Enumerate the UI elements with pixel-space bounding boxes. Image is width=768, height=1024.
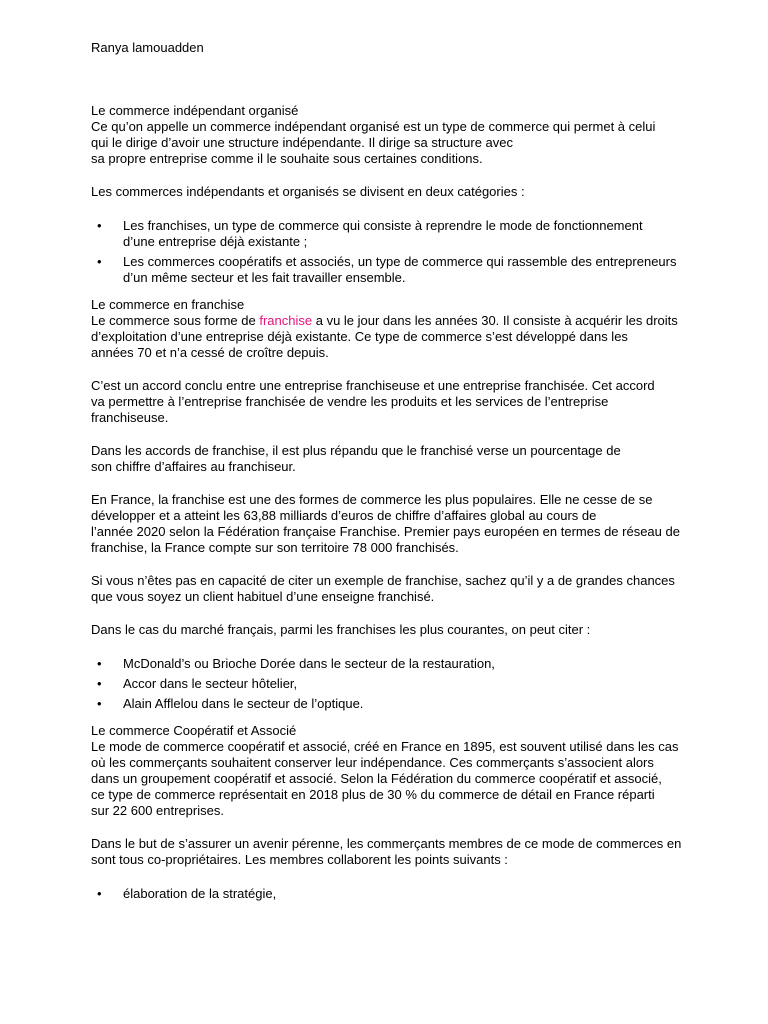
list-item bbox=[91, 886, 691, 902]
paragraph-line: l’année 2020 selon la Fédération française Franchise. Premier pays européen en termes de réseau de bbox=[91, 524, 680, 539]
paragraph-line: Le mode de commerce coopératif et associé, créé en France en 1895, est souvent utilisé dans les cas bbox=[91, 739, 679, 754]
paragraph-line: sa propre entreprise comme il le souhaite sous certaines conditions. bbox=[91, 151, 483, 166]
list-item-line: Les franchises, un type de commerce qui consiste à reprendre le mode de fonctionnement bbox=[123, 218, 643, 233]
text-fragment: Le commerce sous forme de bbox=[91, 313, 260, 328]
paragraph-line: En France, la franchise est une des formes de commerce les plus populaires. Elle ne cesse de se bbox=[91, 492, 653, 507]
list-item bbox=[91, 254, 691, 286]
paragraph-line bbox=[91, 313, 691, 329]
category-list bbox=[91, 218, 691, 286]
list-item-line: Alain Afflelou dans le secteur de l’optique. bbox=[123, 696, 364, 711]
list-item bbox=[91, 676, 691, 692]
franchise-examples-list bbox=[91, 656, 691, 712]
paragraph-line: C’est un accord conclu entre une entreprise franchiseuse et une entreprise franchisée. Cet accord bbox=[91, 378, 655, 393]
collaboration-points-list bbox=[91, 886, 691, 902]
bullet-icon: • bbox=[97, 254, 102, 269]
paragraph-line: son chiffre d’affaires au franchiseur. bbox=[91, 459, 296, 474]
paragraph-line: Ce qu’on appelle un commerce indépendant organisé est un type de commerce qui permet à celui bbox=[91, 119, 656, 134]
paragraph-line: Dans le cas du marché français, parmi les franchises les plus courantes, on peut citer : bbox=[91, 622, 591, 637]
bullet-icon: • bbox=[97, 218, 102, 233]
section-heading-franchise: Le commerce en franchise bbox=[91, 297, 245, 312]
paragraph-line: d’exploitation d’une entreprise déjà existante. Ce type de commerce s’est développé dans les bbox=[91, 329, 628, 344]
bullet-icon: • bbox=[97, 696, 102, 711]
section-heading-independent-commerce: Le commerce indépendant organisé bbox=[91, 103, 299, 118]
paragraph-line: va permettre à l’entreprise franchisée de vendre les produits et les services de l’entreprise bbox=[91, 394, 609, 409]
list-item bbox=[91, 218, 691, 250]
paragraph-line: sur 22 600 entreprises. bbox=[91, 803, 224, 818]
paragraph-line: années 70 et n’a cessé de croître depuis. bbox=[91, 345, 329, 360]
list-item-line: d’un même secteur et les fait travailler ensemble. bbox=[123, 270, 406, 285]
paragraph-line: Dans les accords de franchise, il est plus répandu que le franchisé verse un pourcentage de bbox=[91, 443, 621, 458]
bullet-icon: • bbox=[97, 656, 102, 671]
section-heading-cooperative: Le commerce Coopératif et Associé bbox=[91, 723, 297, 738]
bullet-icon: • bbox=[97, 886, 102, 901]
paragraph-line: franchiseuse. bbox=[91, 410, 169, 425]
paragraph-line: dans un groupement coopératif et associé. Selon la Fédération du commerce coopératif et associé, bbox=[91, 771, 662, 786]
bullet-icon: • bbox=[97, 676, 102, 691]
paragraph-line: que vous soyez un client habituel d’une enseigne franchisé. bbox=[91, 589, 435, 604]
paragraph-line: Dans le but de s’assurer un avenir pérenne, les commerçants membres de ce mode de commerces en bbox=[91, 836, 682, 851]
paragraph-line: qui le dirige d’avoir une structure indépendante. Il dirige sa structure avec bbox=[91, 135, 514, 150]
paragraph-line: Les commerces indépendants et organisés se divisent en deux catégories : bbox=[91, 184, 525, 199]
list-item-line: Accor dans le secteur hôtelier, bbox=[123, 676, 298, 691]
list-item bbox=[91, 656, 691, 672]
list-item bbox=[91, 696, 691, 712]
franchise-link[interactable]: franchise bbox=[259, 313, 313, 328]
list-item-line: d’une entreprise déjà existante ; bbox=[123, 234, 308, 249]
text-fragment: a vu le jour dans les années 30. Il consiste à acquérir les droits bbox=[312, 313, 678, 328]
list-item-line: élaboration de la stratégie, bbox=[123, 886, 277, 901]
paragraph-line: ce type de commerce représentait en 2018 plus de 30 % du commerce de détail en France réparti bbox=[91, 787, 655, 802]
paragraph-line: développer et a atteint les 63,88 milliards d’euros de chiffre d’affaires global au cours de bbox=[91, 508, 597, 523]
document-body bbox=[91, 40, 691, 902]
paragraph-line: franchise, la France compte sur son territoire 78 000 franchisés. bbox=[91, 540, 459, 555]
list-item-line: McDonald’s ou Brioche Dorée dans le secteur de la restauration, bbox=[123, 656, 495, 671]
list-item-line: Les commerces coopératifs et associés, un type de commerce qui rassemble des entrepreneurs bbox=[123, 254, 677, 269]
paragraph-line: Si vous n’êtes pas en capacité de citer un exemple de franchise, sachez qu’il y a de grandes chances bbox=[91, 573, 675, 588]
paragraph-line: où les commerçants souhaitent conserver leur indépendance. Ces commerçants s’associent alors bbox=[91, 755, 654, 770]
author-name: Ranya lamouadden bbox=[91, 40, 204, 55]
paragraph-line: sont tous co-propriétaires. Les membres collaborent les points suivants : bbox=[91, 852, 508, 867]
